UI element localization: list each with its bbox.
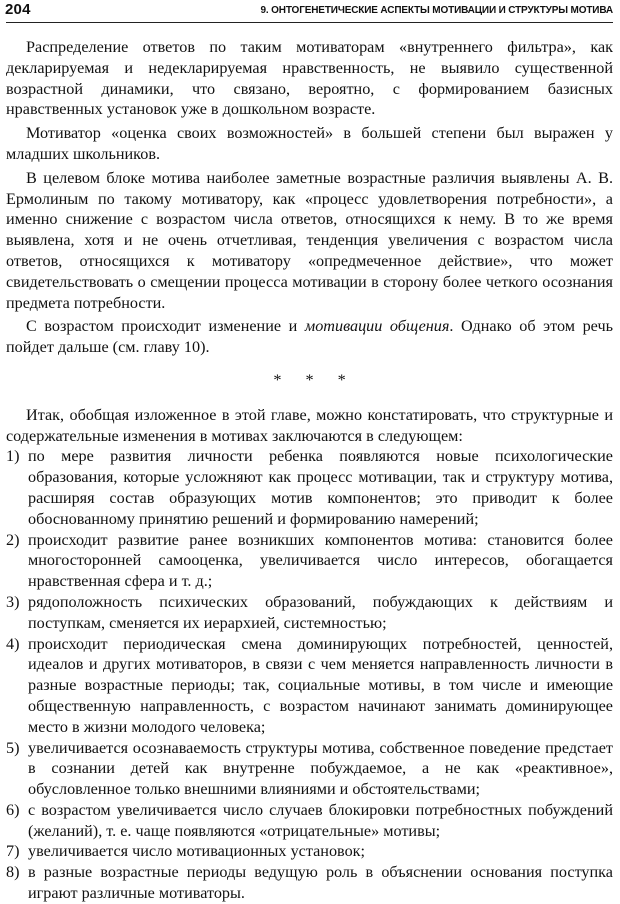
list-item-number: 1) [6,447,20,466]
list-item-text: рядоположность психических образований, побуждающих к действиям и поступкам, сменяется их иерархией, системностью; [28,592,613,632]
list-item-text: по мере развития личности ребенка появляются новые психологические образования, которые усложняют как процесс мотивации, так и структуру мотива, расширяя состав образующих мотив компонентов; это приводит к более обоснованному принятию решений и формированию намерений; [28,447,613,528]
list-item [6,738,613,800]
emphasis-communication-motivation: мотивации общения [304,317,450,336]
paragraph-communication-start: С возрастом происходит изменение и [26,317,305,336]
list-item [6,592,613,634]
list-item-number: 6) [6,800,20,819]
paragraph-communication-end: . Однако об этом речь пойдет дальше (см. главу 10). [6,317,613,357]
list-item [6,862,613,904]
list-item [6,446,613,529]
list-item-text: увеличивается осознаваемость структуры мотива, собственное поведение предстает в сознании детей как внутренне побуждаемое, а не как «реактивное», обусловленное только внешними влияниями и обстоятельствами; [28,738,613,799]
list-item [6,800,613,842]
paragraph-summary-intro: Итак, обобщая изложенное в этой главе, можно констатировать, что структурные и содержательные изменения в мотивах заключаются в следующем: [6,405,613,445]
conclusions-list [6,446,613,904]
paragraph-communication [6,316,613,358]
list-item-text: в разные возрастные периоды ведущую роль в объяснении основания поступка играют различные мотиваторы. [28,863,613,903]
list-item-number: 3) [6,592,20,611]
list-item-text: увеличивается число мотивационных установок; [28,842,366,861]
list-item [6,634,613,738]
list-item-number: 2) [6,530,20,549]
paragraph-target-block: В целевом блоке мотива наиболее заметные возрастные различия выявлены А. В. Ермолиным по такому мотиватору, как «процесс удовлетворения потребности», а именно снижение с возрастом числа ответов, относящихся к нему. В то же время выявлена, хотя и не очень отчетливая, тенденция увеличения с возрастом числа ответов, относящихся к мотиватору «опредмеченное действие», что может свидетельствовать о смещении процесса мотивации в сторону более четкого осознания предмета потребности. [6,168,613,312]
list-item [6,530,613,592]
list-item-number: 5) [6,738,20,757]
page-number: 204 [5,1,31,18]
paragraph-self-assessment: Мотиватор «оценка своих возможностей» в большей степени был выражен у младших школьников. [6,124,613,163]
list-item-number: 4) [6,634,20,653]
paragraph-internal-filter: Распределение ответов по таким мотиваторам «внутреннего фильтра», как декларируемая и недекларируемая нравственность, не выявило существенной возрастной динамики, что связано, вероятно, с формированием базисных нравственных установок уже в дошкольном возрасте. [6,38,613,119]
page-body [6,37,613,904]
list-item-text: происходит развитие ранее возникших компонентов мотива: становится более многосторонней самооценка, увеличивается число интересов, обогащается нравственная сфера и т. д.; [28,530,613,591]
list-item-number: 8) [6,863,20,882]
page-header [6,0,613,23]
list-item-text: с возрастом увеличивается число случаев блокировки потребностных побуждений (желаний), т. е. чаще появляются «отрицательные» мотивы; [28,800,613,840]
list-item-text: происходит периодическая смена доминирующих потребностей, ценностей, идеалов и других мотиваторов, в связи с чем меняется направленность личности в разные возрастные периоды; так, социальные мотивы, в том числе и имеющие общественную направленность, с возрастом начинают занимать доминирующее место в жизни молодого человека; [28,634,613,736]
running-title: 9. ОНТОГЕНЕТИЧЕСКИЕ АСПЕКТЫ МОТИВАЦИИ И СТРУКТУРЫ МОТИВА [260,5,613,16]
list-item [6,841,613,862]
list-item-number: 7) [6,842,20,861]
section-separator: * * * [273,370,356,389]
